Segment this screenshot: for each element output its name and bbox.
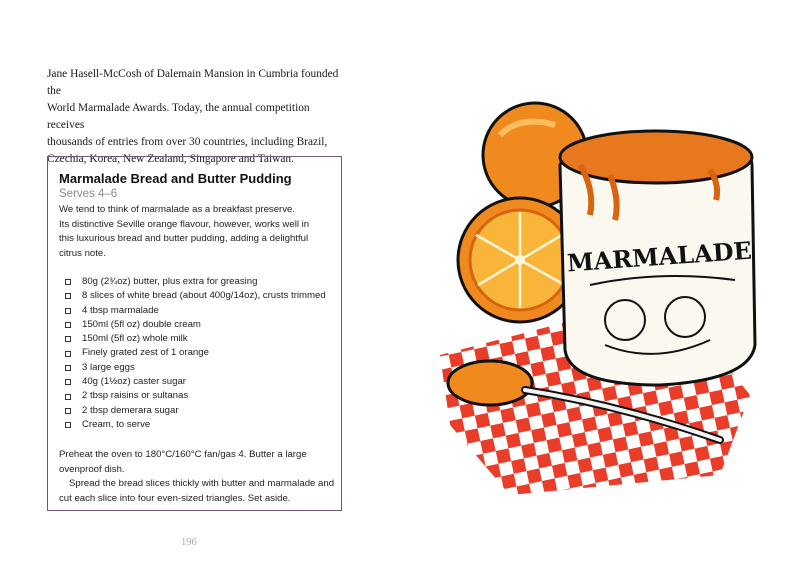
ingredient-item — [59, 318, 330, 332]
jar-label-text: MARMALADE — [566, 235, 753, 278]
ingredient-text: 150ml (5fl oz) double cream — [82, 318, 201, 330]
square-bullet-icon — [65, 379, 71, 385]
description-line: Its distinctive Seville orange flavour, however, works well in — [59, 218, 310, 230]
square-bullet-icon — [65, 279, 71, 285]
recipe-serves: Serves 4–6 — [59, 188, 118, 200]
ingredient-text: 3 large eggs — [82, 361, 135, 373]
square-bullet-icon — [65, 336, 71, 342]
square-bullet-icon — [65, 293, 71, 299]
square-bullet-icon — [65, 422, 71, 428]
method-line: Spread the bread slices thickly with butter and marmalade and — [69, 478, 335, 490]
ingredient-item — [59, 346, 330, 360]
recipe-box — [47, 156, 342, 511]
ingredient-text: Cream, to serve — [82, 418, 151, 430]
ingredient-text: 2 tbsp raisins or sultanas — [82, 390, 189, 402]
ingredient-text: 8 slices of white bread (about 400g/14oz), crusts trimmed — [82, 290, 326, 302]
ingredient-text: 150ml (5fl oz) whole milk — [82, 333, 188, 345]
square-bullet-icon — [65, 394, 71, 400]
page-number: 196 — [181, 537, 197, 548]
recipe-method — [59, 448, 335, 506]
method-line: Preheat the oven to 180°C/160°C fan/gas 4. Butter a large — [59, 449, 307, 461]
method-line: cut each slice into four even-sized triangles. Set aside. — [59, 492, 291, 504]
intro-line: World Marmalade Awards. Today, the annual competition receives — [47, 102, 310, 131]
square-bullet-icon — [65, 308, 71, 314]
ingredients-list — [59, 275, 330, 432]
intro-line: Jane Hasell-McCosh of Dalemain Mansion in Cumbria founded the — [47, 68, 339, 97]
ingredient-item — [59, 361, 330, 375]
ingredient-item — [59, 304, 330, 318]
description-line: citrus note. — [59, 247, 106, 259]
ingredient-item — [59, 275, 330, 289]
ingredient-text: 80g (2¾oz) butter, plus extra for greasing — [82, 276, 258, 287]
intro-paragraph — [47, 66, 347, 168]
spoon-bowl — [448, 361, 532, 405]
square-bullet-icon — [65, 351, 71, 357]
ingredient-item — [59, 389, 330, 403]
ingredient-item — [59, 289, 330, 303]
intro-line: thousands of entries from over 30 countries, including Brazil, — [47, 136, 328, 148]
ingredient-text: 40g (1½oz) caster sugar — [82, 376, 186, 388]
ingredient-text: 2 tbsp demerara sugar — [82, 404, 179, 416]
square-bullet-icon — [65, 408, 71, 414]
square-bullet-icon — [65, 322, 71, 328]
jar-lid — [560, 131, 752, 183]
recipe-description — [59, 203, 330, 261]
description-line: We tend to think of marmalade as a breakfast preserve. — [59, 204, 296, 215]
marmalade-illustration — [420, 95, 800, 505]
ingredient-item — [59, 375, 330, 389]
ingredient-text: 4 tbsp marmalade — [82, 304, 159, 316]
recipe-title: Marmalade Bread and Butter Pudding — [59, 171, 292, 186]
ingredient-item — [59, 332, 330, 346]
ingredient-item — [59, 404, 330, 418]
ingredient-text: Finely grated zest of 1 orange — [82, 347, 209, 359]
marmalade-jar-illustration — [420, 95, 800, 505]
description-line: this luxurious bread and butter pudding, adding a delightful — [59, 233, 309, 244]
intro-line: Czechia, Korea, New Zealand, Singapore and Taiwan. — [47, 153, 294, 165]
ingredient-item — [59, 418, 330, 432]
method-line: ovenproof dish. — [59, 463, 125, 475]
square-bullet-icon — [65, 365, 71, 371]
